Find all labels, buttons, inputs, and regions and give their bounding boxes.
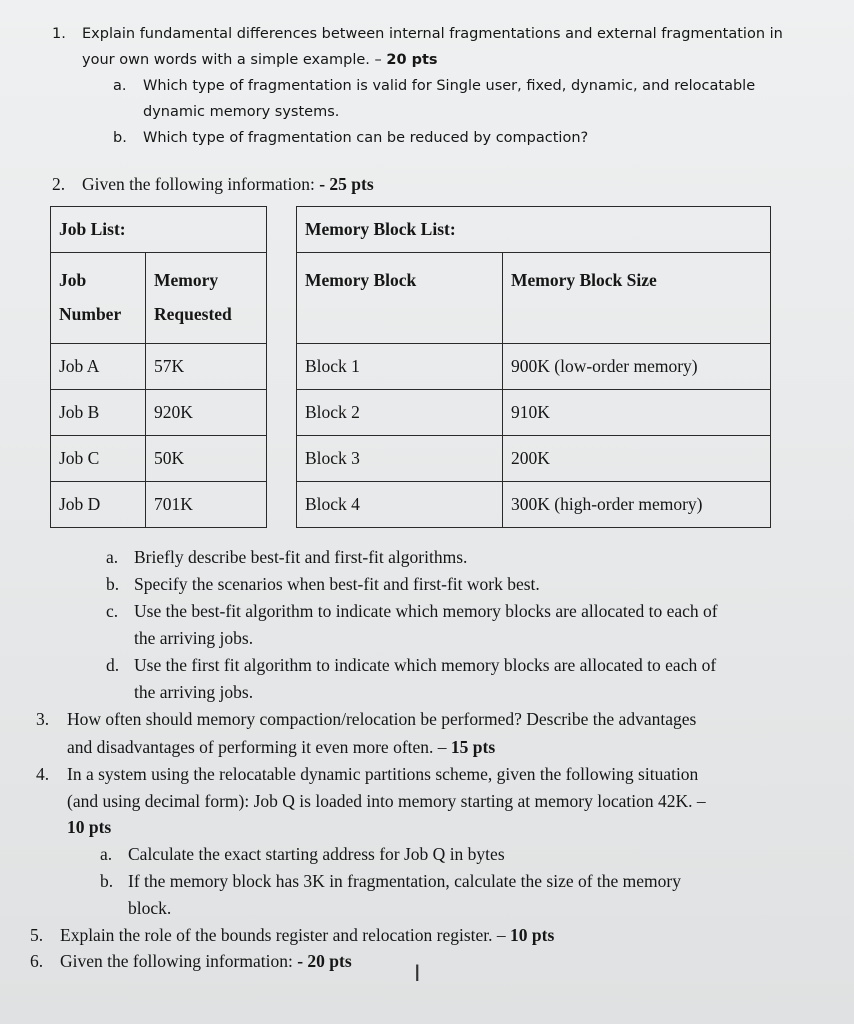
q1b-label: b. [113, 130, 127, 146]
q6-number: 6. [30, 951, 44, 971]
table-row [51, 436, 267, 482]
q4-line2: (and using decimal form): Job Q is loaded into memory starting at memory location 42K. – [67, 791, 706, 811]
memory-table-title-row [297, 207, 771, 253]
q3-line2: and disadvantages of performing it even more often. – 15 pts [67, 737, 496, 757]
q2-number: 2. [52, 174, 66, 194]
q2c-line2: the arriving jobs. [134, 628, 254, 648]
q2-points: - 25 pts [319, 174, 374, 194]
q1-line1: Explain fundamental differences between internal fragmentations and external fragmentation in [82, 26, 783, 42]
q3-line1: How often should memory compaction/relocation be performed? Describe the advantages [67, 709, 697, 729]
q1-points: 20 pts [386, 52, 438, 68]
q1a-line1: Which type of fragmentation is valid for Single user, fixed, dynamic, and relocatable [143, 78, 756, 94]
q4b-line1: If the memory block has 3K in fragmentation, calculate the size of the memory [128, 871, 682, 891]
q3-number: 3. [36, 709, 50, 729]
block-name: Block 1 [297, 344, 503, 390]
memory-requested-header: Memory Requested [146, 253, 267, 344]
memory-table-title: Memory Block List: [297, 207, 771, 253]
job-table-title: Job List: [51, 207, 267, 253]
q2b-label: b. [106, 574, 120, 594]
q3-points: 15 pts [450, 737, 496, 757]
text-cursor-icon: I [414, 962, 421, 987]
job-name: Job B [51, 390, 146, 436]
q4-number: 4. [36, 764, 50, 784]
q2a-label: a. [106, 547, 119, 567]
q4-points: 10 pts [67, 817, 112, 837]
q4-line1: In a system using the relocatable dynamic partitions scheme, given the following situation [67, 764, 699, 784]
q2b-text: Specify the scenarios when best-fit and first-fit work best. [134, 574, 540, 594]
job-name: Job C [51, 436, 146, 482]
q5-points: 10 pts [510, 925, 555, 945]
q2-text: Given the following information: - 25 pts [82, 174, 374, 194]
q4b-line2: block. [128, 898, 172, 918]
q1b-text: Which type of fragmentation can be reduced by compaction? [143, 130, 589, 146]
block-size: 910K [503, 390, 771, 436]
memory-table-header-row [297, 253, 771, 344]
q1-line2: your own words with a simple example. – 20 pts [82, 52, 438, 68]
job-memory: 701K [146, 482, 267, 528]
q1a-label: a. [113, 78, 127, 94]
block-name: Block 3 [297, 436, 503, 482]
q5-text: Explain the role of the bounds register and relocation register. – 10 pts [60, 925, 555, 945]
q2a-text: Briefly describe best-fit and first-fit algorithms. [134, 547, 468, 567]
job-table-title-row [51, 207, 267, 253]
job-memory: 57K [146, 344, 267, 390]
table-row [51, 344, 267, 390]
table-row [297, 482, 771, 528]
job-number-header: Job Number [51, 253, 146, 344]
q6-points: - 20 pts [297, 951, 352, 971]
table-row [51, 482, 267, 528]
job-list-table [50, 206, 267, 528]
table-row [51, 390, 267, 436]
block-size: 200K [503, 436, 771, 482]
block-size: 900K (low-order memory) [503, 344, 771, 390]
table-row [297, 390, 771, 436]
job-memory: 50K [146, 436, 267, 482]
block-name: Block 2 [297, 390, 503, 436]
q4b-label: b. [100, 871, 114, 891]
q1-number: 1. [52, 26, 66, 42]
job-name: Job D [51, 482, 146, 528]
table-row [297, 436, 771, 482]
q2d-label: d. [106, 655, 120, 675]
q5-number: 5. [30, 925, 44, 945]
job-table-header-row [51, 253, 267, 344]
job-name: Job A [51, 344, 146, 390]
q4a-label: a. [100, 844, 113, 864]
job-memory: 920K [146, 390, 267, 436]
memory-block-list-table [296, 206, 771, 528]
q2c-label: c. [106, 601, 119, 621]
memory-block-size-header: Memory Block Size [503, 253, 771, 344]
q6-text: Given the following information: - 20 pts [60, 951, 352, 971]
block-name: Block 4 [297, 482, 503, 528]
memory-block-header: Memory Block [297, 253, 503, 344]
table-row [297, 344, 771, 390]
q4a-text: Calculate the exact starting address for Job Q in bytes [128, 844, 505, 864]
q1a-line2: dynamic memory systems. [143, 104, 340, 120]
q2d-line1: Use the first fit algorithm to indicate which memory blocks are allocated to each of [134, 655, 717, 675]
block-size: 300K (high-order memory) [503, 482, 771, 528]
q2d-line2: the arriving jobs. [134, 682, 254, 702]
q2c-line1: Use the best-fit algorithm to indicate which memory blocks are allocated to each of [134, 601, 718, 621]
